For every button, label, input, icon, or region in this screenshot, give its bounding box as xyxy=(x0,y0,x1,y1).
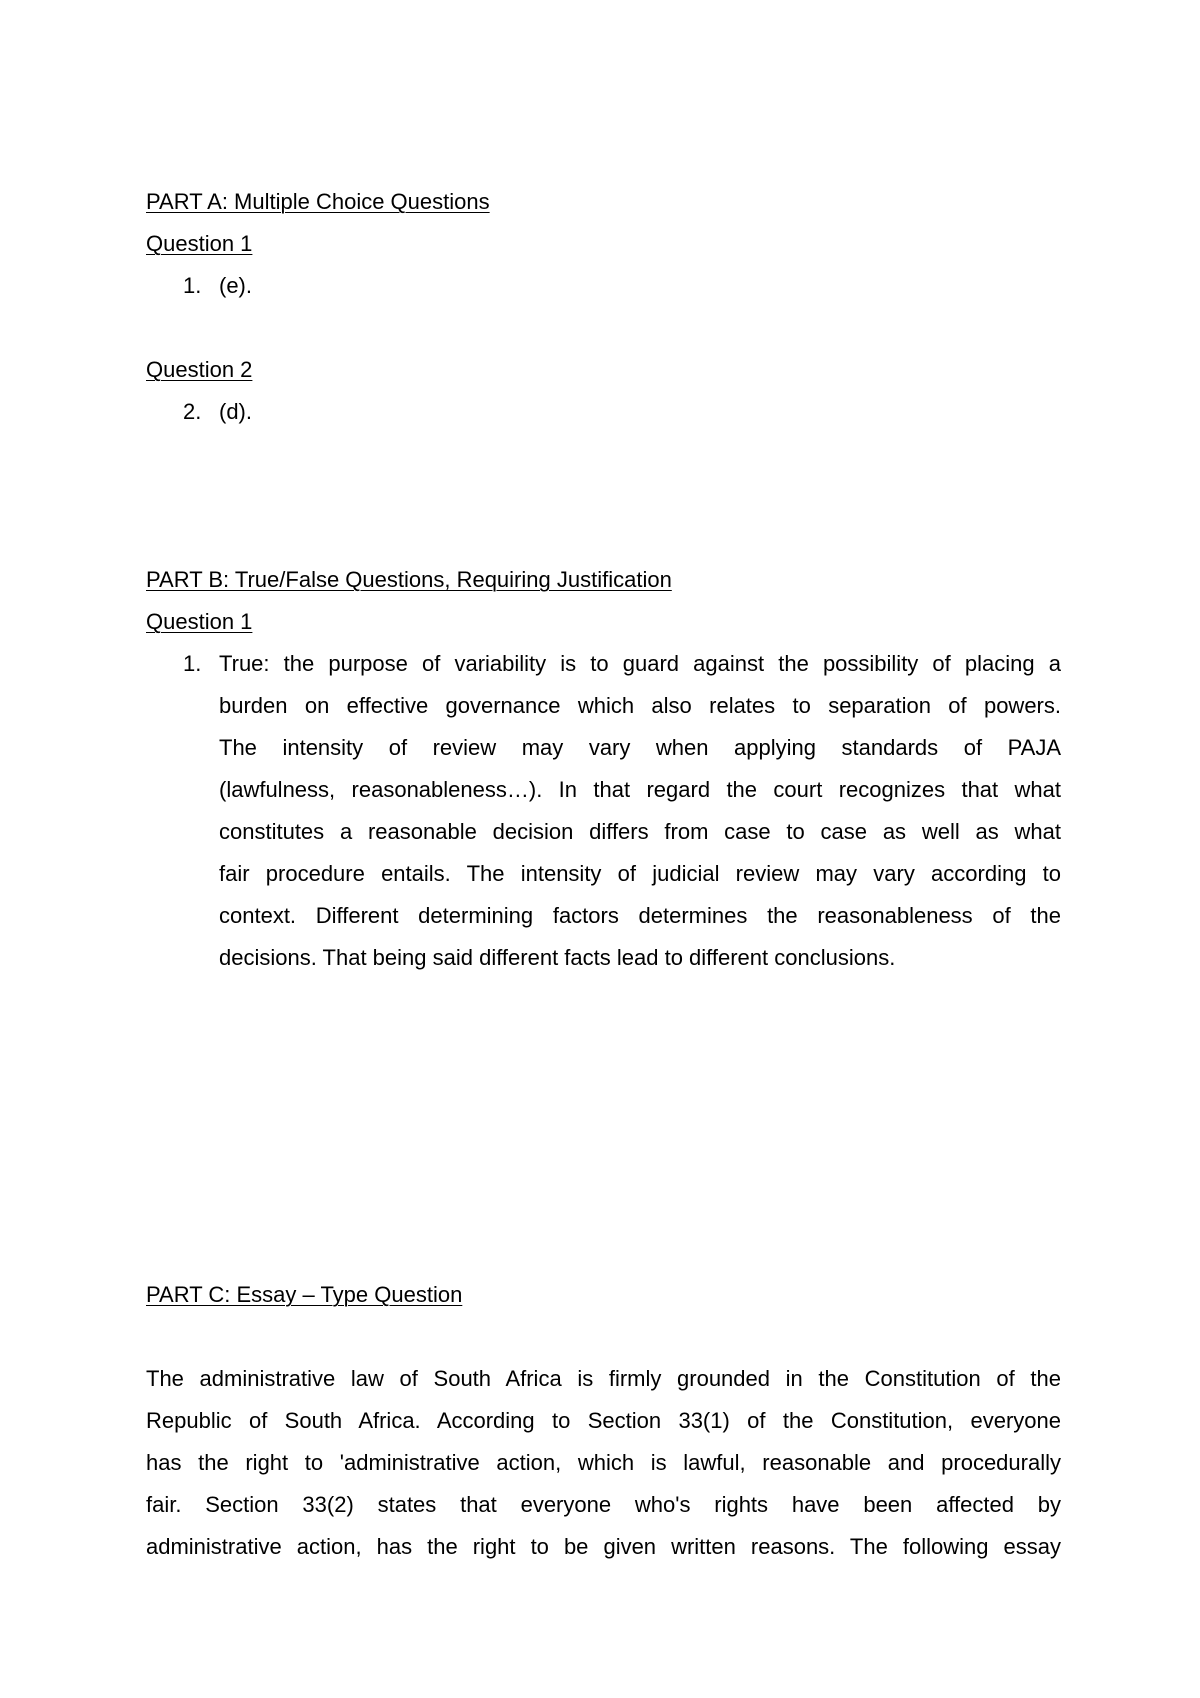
part-a-question-1-label: Question 1 xyxy=(146,231,253,256)
part-b-heading: PART B: True/False Questions, Requiring Justification xyxy=(146,567,672,592)
part-b-item-number xyxy=(183,643,219,685)
paragraph-line: fair. Section 33(2) states that everyone who's rights have been affected by xyxy=(146,1492,1061,1517)
part-a-question-1-answer xyxy=(183,265,252,307)
part-b-answer-paragraph xyxy=(219,643,1061,979)
part-b-question-1-label: Question 1 xyxy=(146,609,253,634)
part-a-heading: PART A: Multiple Choice Questions xyxy=(146,189,490,214)
list-number: 2. xyxy=(183,399,202,424)
answer-text: (e). xyxy=(219,273,252,298)
paragraph-line: Republic of South Africa. According to Section 33(1) of the Constitution, everyone xyxy=(146,1408,1061,1433)
paragraph-line: (lawfulness, reasonableness…). In that regard the court recognizes that what xyxy=(219,777,1061,802)
paragraph-line: has the right to 'administrative action, which is lawful, reasonable and procedurally xyxy=(146,1450,1061,1475)
paragraph-line: The intensity of review may vary when applying standards of PAJA xyxy=(219,735,1061,760)
paragraph-line: The administrative law of South Africa is firmly grounded in the Constitution of the xyxy=(146,1366,1061,1391)
paragraph-line: burden on effective governance which also relates to separation of powers. xyxy=(219,693,1061,718)
list-number: 1. xyxy=(183,651,202,676)
paragraph-line: True: the purpose of variability is to guard against the possibility of placing a xyxy=(219,651,1061,676)
part-a-question-2-answer xyxy=(183,391,252,433)
list-number: 1. xyxy=(183,273,202,298)
answer-text: (d). xyxy=(219,399,252,424)
part-c-heading: PART C: Essay – Type Question xyxy=(146,1282,463,1307)
paragraph-line: decisions. That being said different facts lead to different conclusions. xyxy=(219,945,896,970)
part-c-essay-paragraph xyxy=(146,1358,1061,1568)
part-a-question-2-label: Question 2 xyxy=(146,357,253,382)
paragraph-line: fair procedure entails. The intensity of judicial review may vary according to xyxy=(219,861,1061,886)
paragraph-line: constitutes a reasonable decision differs from case to case as well as what xyxy=(219,819,1061,844)
paragraph-line: administrative action, has the right to be given written reasons. The following essay xyxy=(146,1534,1061,1559)
paragraph-line: context. Different determining factors determines the reasonableness of the xyxy=(219,903,1061,928)
